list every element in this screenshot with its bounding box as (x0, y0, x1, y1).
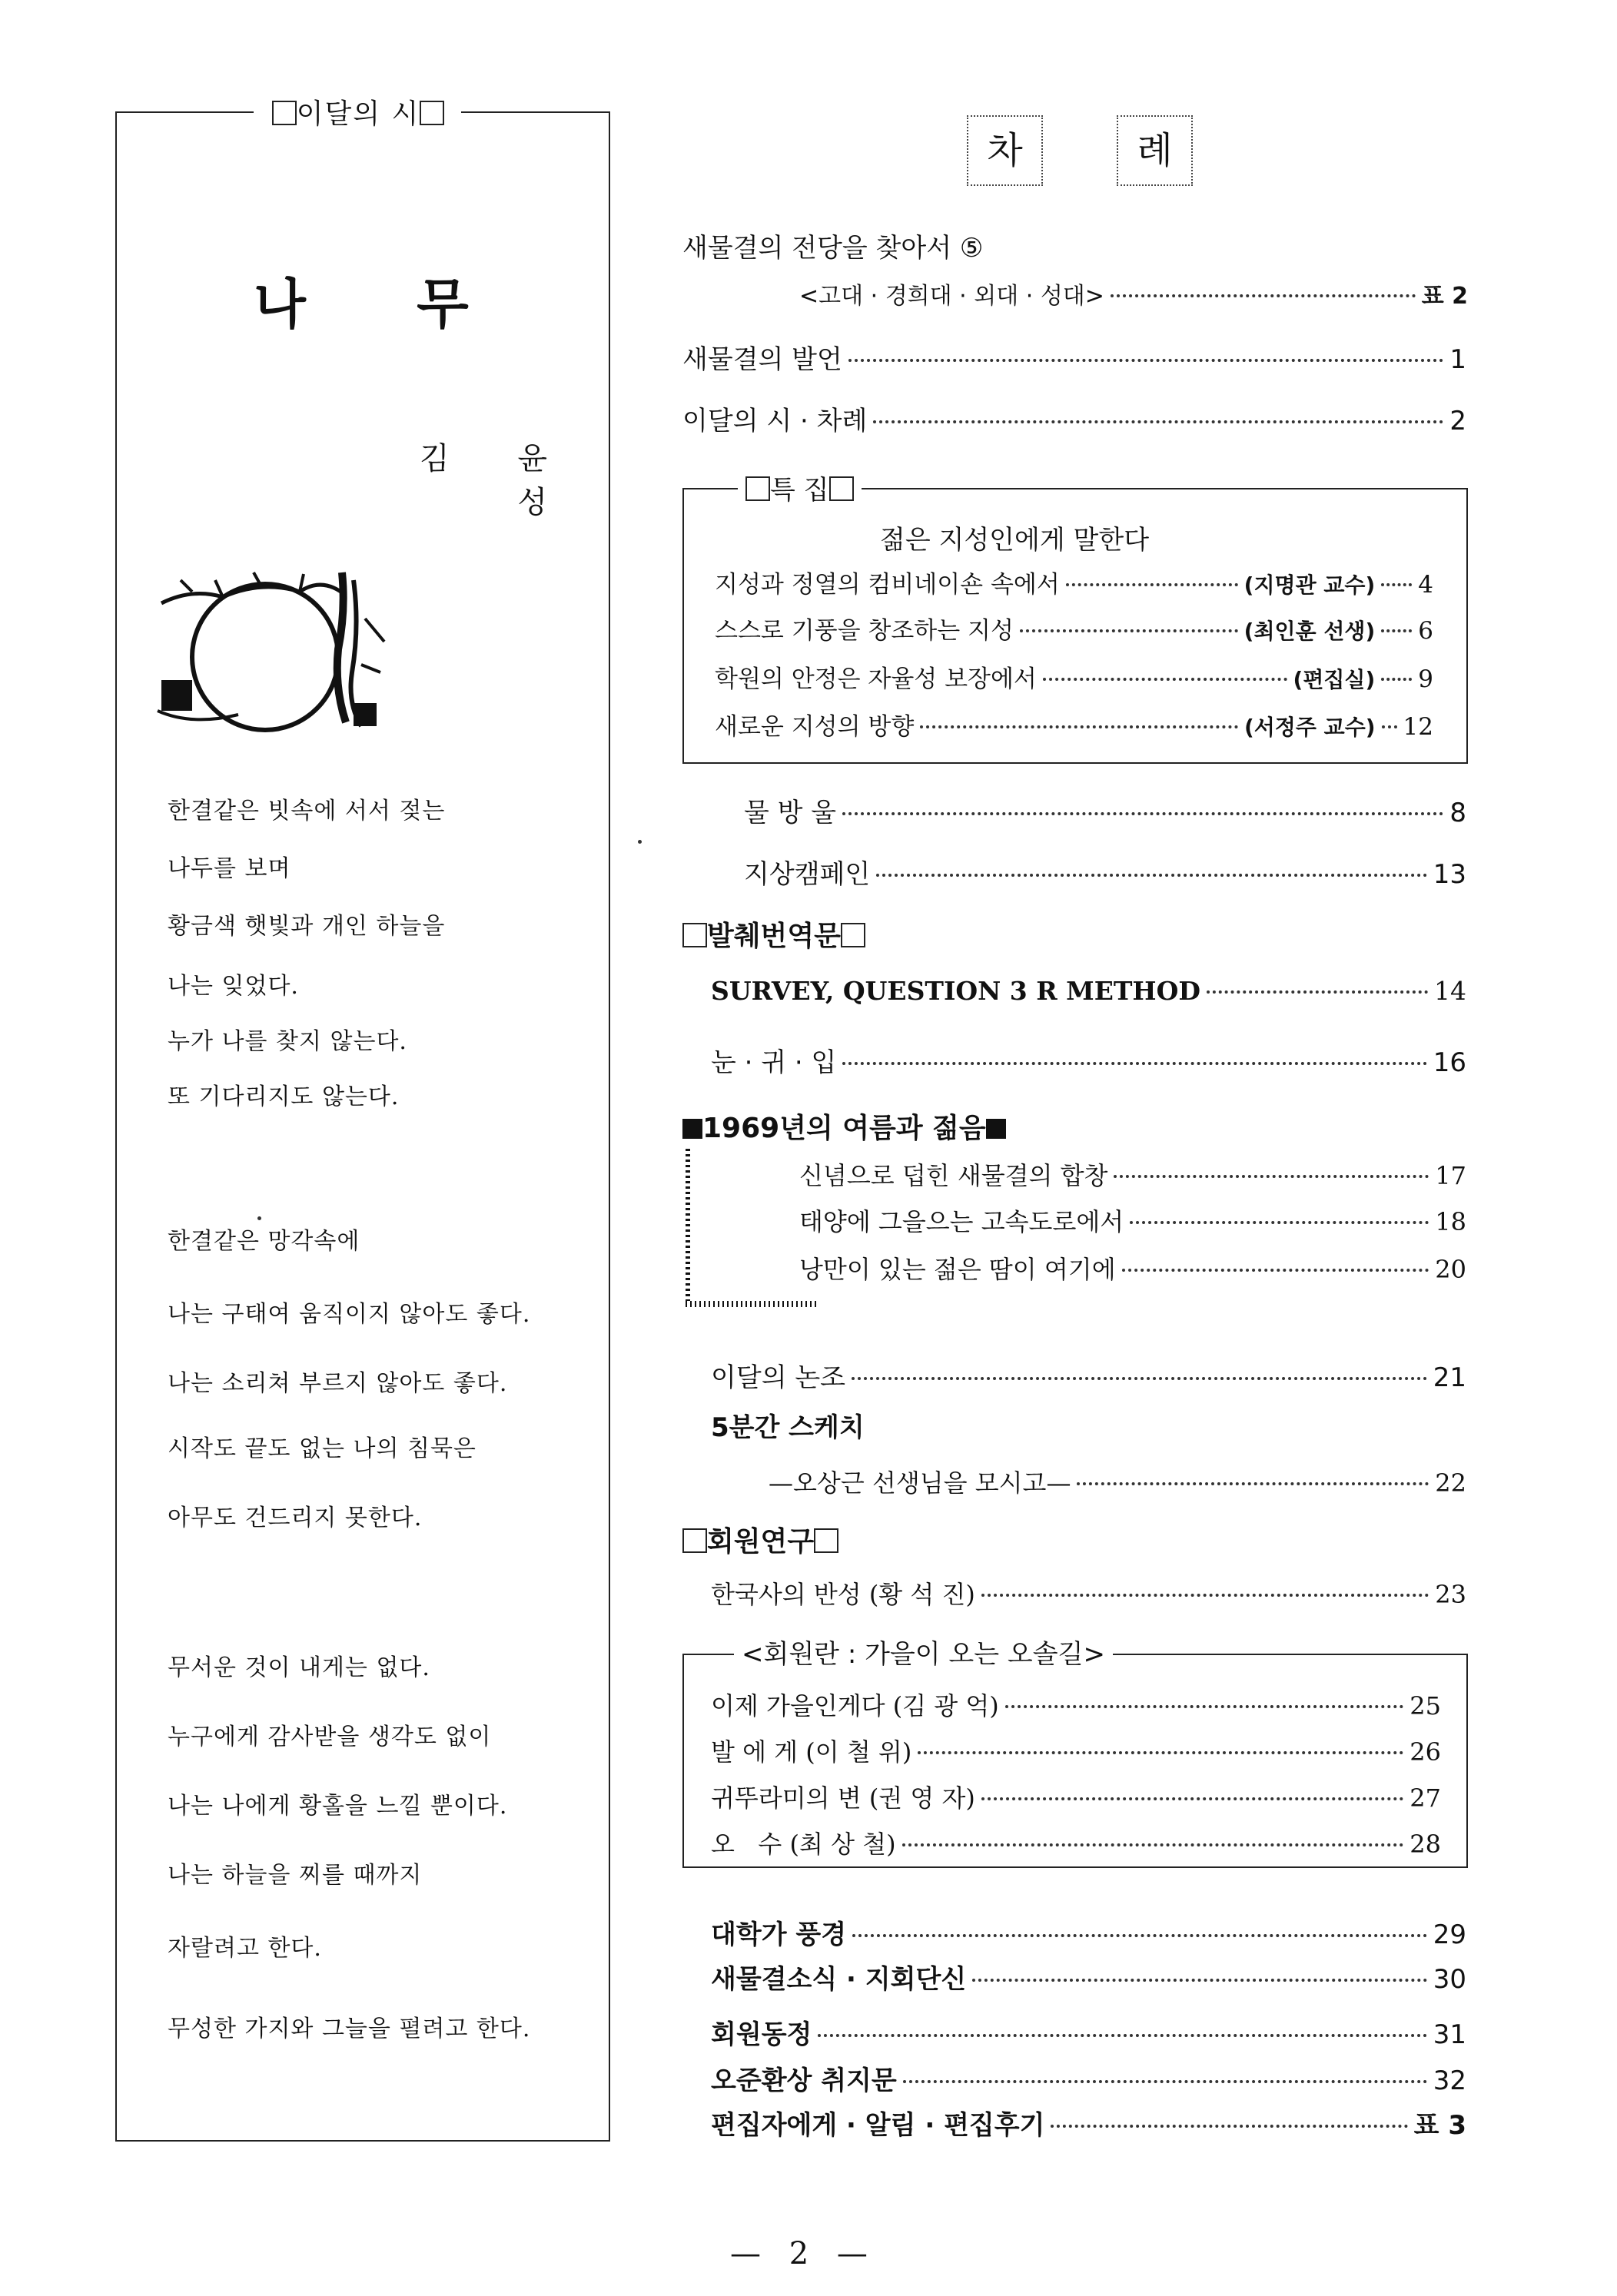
leader-dots (1111, 294, 1416, 297)
box-marker-icon (829, 476, 854, 501)
toc-entry-page: 8 (1449, 798, 1466, 828)
research-section-label: 회원연구 (707, 1526, 815, 1558)
leader-dots (920, 725, 1238, 728)
translation-section-head (682, 914, 865, 954)
leader-dots (1020, 629, 1238, 632)
leader-dots (873, 420, 1443, 423)
toc-title-char: 차 (967, 115, 1043, 186)
leader-dots (1066, 583, 1238, 586)
toc-entry[interactable] (711, 976, 1466, 1006)
toc-entry[interactable] (711, 2013, 1466, 2051)
toc-entry[interactable] (799, 1156, 1466, 1192)
box-marker-icon (814, 1528, 838, 1553)
leader-dots (1114, 1175, 1429, 1178)
toc-entry[interactable] (715, 707, 1433, 742)
toc-entry-title: 5분간 스케치 (711, 1412, 865, 1443)
toc-entry-title: 지성과 정열의 컴비네이숀 속에서 (715, 571, 1060, 599)
toc-entry-page: 28 (1409, 1830, 1441, 1859)
leader-dots (903, 2080, 1427, 2083)
toc-title (967, 115, 1197, 184)
poem-line: 누가 나를 찾지 않는다. (168, 1028, 407, 1055)
toc-entry-author: (편집실) (1293, 667, 1376, 692)
toc-entry-title: 회원동정 (711, 2019, 812, 2050)
filled-box-marker-icon (986, 1119, 1006, 1139)
poem-line: 나는 나에게 황홀을 느낄 뿐이다. (168, 1793, 508, 1820)
toc-entry-page: 6 (1418, 617, 1433, 645)
toc-entry[interactable] (799, 1250, 1466, 1286)
leader-dots (818, 2034, 1426, 2037)
leader-dots (1005, 1705, 1404, 1708)
toc-entry[interactable] (744, 853, 1466, 891)
toc-entry-page: 27 (1409, 1783, 1441, 1813)
ink-speck (257, 1216, 261, 1220)
toc-entry-title: 신념으로 덥힌 새물결의 합창 (799, 1161, 1108, 1190)
poem-title: 나 무 (254, 273, 469, 336)
leader-dots (876, 874, 1427, 877)
box-marker-icon (682, 923, 707, 947)
leader-dots (1381, 583, 1412, 586)
toc-entry-page: 26 (1409, 1737, 1441, 1767)
toc-entry-title: <고대 · 경희대 · 외대 · 성대> (799, 283, 1104, 310)
members-label: <회원란 : 가을이 오는 오솔길> (734, 1633, 1113, 1671)
toc-entry[interactable] (711, 1687, 1441, 1722)
toc-entry-page: 13 (1433, 859, 1466, 890)
moon-tree-illustration-icon (146, 549, 446, 742)
toc-entry-title: 한국사의 반성 (황 석 진) (711, 1580, 975, 1609)
toc-entry[interactable] (769, 1464, 1466, 1499)
leader-dots (1130, 1221, 1429, 1224)
toc-entry-page: 22 (1435, 1468, 1466, 1498)
poem-line: 나는 소리쳐 부르지 않아도 좋다. (168, 1370, 508, 1397)
leader-dots (842, 1062, 1426, 1065)
toc-entry-page: 1 (1449, 344, 1466, 375)
toc-entry-page: 14 (1434, 976, 1466, 1006)
box-marker-icon (745, 476, 770, 501)
toc-entry-author: (서정주 교수) (1243, 715, 1376, 740)
toc-title-char: 례 (1117, 115, 1193, 186)
toc-entry[interactable] (711, 1958, 1466, 1996)
poem-line: 나는 잊었다. (168, 973, 299, 1000)
toc-entry-page: 29 (1433, 1919, 1466, 1950)
poem-line: 누구에게 감사받을 생각도 없이 (168, 1724, 492, 1750)
toc-entry-title: 편집자에게 · 알림 · 편집후기 (711, 2110, 1045, 2141)
toc-entry[interactable] (682, 227, 1466, 264)
toc-entry-page: 16 (1433, 1047, 1466, 1078)
leader-dots (918, 1751, 1403, 1754)
toc-entry[interactable] (682, 400, 1466, 437)
toc-entry-title: 눈 · 귀 · 입 (711, 1047, 837, 1078)
page-number: — 2 — (730, 2236, 877, 2271)
leader-dots (1122, 1269, 1429, 1272)
toc-entry-title: 낭만이 있는 젊은 땀이 여기에 (799, 1255, 1116, 1284)
leader-dots (1077, 1482, 1429, 1485)
box-marker-icon (841, 923, 865, 947)
leader-dots (842, 812, 1443, 815)
toc-entry-page: 4 (1418, 571, 1433, 599)
hatched-bracket (686, 1149, 690, 1302)
poem-panel-label: 이달의 시 (296, 98, 420, 130)
toc-entry[interactable] (715, 611, 1433, 645)
box-marker-icon (272, 101, 297, 125)
toc-entry-title: 이달의 시 · 차례 (682, 406, 868, 436)
poem-line: 무서운 것이 내게는 없다. (168, 1654, 430, 1681)
poem-line: 나는 하늘을 찌를 때까지 (168, 1862, 423, 1889)
toc-entry[interactable] (711, 1779, 1441, 1814)
toc-entry-page: 25 (1409, 1691, 1441, 1720)
toc-entry-page: 23 (1435, 1580, 1466, 1609)
translation-section-label: 발췌번역문 (707, 921, 841, 952)
toc-entry[interactable] (711, 1913, 1466, 1951)
leader-dots (981, 1594, 1429, 1597)
toc-entry-page: 표 2 (1421, 283, 1468, 310)
toc-entry-page: 2 (1449, 406, 1466, 436)
toc-entry-page: 21 (1433, 1362, 1466, 1393)
toc-entry-title: 이제 가을인게다 (김 광 억) (711, 1691, 999, 1720)
poem-line: 자랄려고 한다. (168, 1935, 322, 1962)
toc-entry[interactable] (715, 659, 1433, 694)
poem-line: 무성한 가지와 그늘을 펼려고 한다. (168, 2016, 531, 2042)
poem-line: 나두를 보며 (168, 855, 291, 882)
toc-entry[interactable] (711, 1041, 1466, 1079)
toc-entry-page: 30 (1433, 1964, 1466, 1995)
leader-dots (972, 1979, 1427, 1982)
toc-entry[interactable] (744, 791, 1466, 829)
leader-dots (981, 1797, 1403, 1800)
toc-entry-title: 발 에 게 (이 철 위) (711, 1737, 912, 1767)
toc-entry-page: 표 3 (1413, 2110, 1466, 2141)
leader-dots (848, 359, 1443, 362)
leader-dots (1207, 990, 1428, 994)
toc-entry-title: 태양에 그을으는 고속도로에서 (799, 1207, 1124, 1236)
toc-entry-author: (지명관 교수) (1243, 572, 1376, 598)
toc-entry-title: 대학가 풍경 (711, 1919, 847, 1950)
toc-entry-title: —오상근 선생님을 모시고— (769, 1468, 1071, 1498)
toc-entry-page: 9 (1418, 665, 1433, 693)
toc-entry-page: 20 (1435, 1255, 1466, 1284)
toc-entry[interactable] (711, 1825, 1441, 1860)
toc-entry[interactable] (799, 1203, 1466, 1238)
poem-author: 김 윤 성 (420, 441, 576, 520)
poem-line: 또 기다리지도 않는다. (168, 1083, 400, 1110)
summer-section-head (682, 1107, 1006, 1146)
leader-dots (852, 1377, 1427, 1380)
toc-entry[interactable] (711, 1733, 1441, 1768)
toc-entry-title: 학원의 안정은 자율성 보장에서 (715, 665, 1037, 693)
toc-entry-title: 지상캠페인 (744, 859, 871, 890)
leader-dots (902, 1843, 1404, 1846)
toc-entry-title: SURVEY, QUESTION 3 R METHOD (711, 976, 1200, 1006)
poem-line: 나는 구태여 움직이지 않아도 좋다. (168, 1301, 531, 1328)
toc-entry[interactable] (715, 565, 1433, 599)
toc-entry-title: 물 방 울 (744, 798, 837, 828)
toc-entry-title: 오준환상 취지문 (711, 2065, 897, 2096)
toc-entry[interactable] (711, 1575, 1466, 1611)
poem-panel (115, 111, 610, 2142)
poem-line: 한결같은 빗속에 서서 젖는 (168, 798, 446, 825)
toc-entry[interactable] (799, 277, 1468, 310)
research-section-head (682, 1520, 838, 1559)
toc-entry-title: 오 수 (최 상 철) (711, 1830, 896, 1859)
toc-entry-title: 스스로 기풍을 창조하는 지성 (715, 617, 1014, 645)
toc-entry-page: 17 (1435, 1161, 1466, 1190)
box-marker-icon (420, 101, 444, 125)
box-marker-icon (682, 1528, 707, 1553)
hatched-bracket-foot (686, 1301, 816, 1307)
toc-entry-title: 새로운 지성의 방향 (715, 713, 915, 741)
toc-entry[interactable] (682, 338, 1466, 376)
leader-dots (1382, 725, 1397, 728)
leader-dots (1381, 678, 1412, 681)
special-feature-label-text: 특 집 (770, 475, 829, 506)
summer-section-label: 1969년의 여름과 젊음 (702, 1113, 986, 1144)
toc-entry-page: 18 (1435, 1207, 1466, 1236)
filled-box-marker-icon (682, 1119, 702, 1139)
toc-entry-title: 새물결의 발언 (682, 344, 842, 375)
leader-dots (1051, 2125, 1407, 2128)
toc-entry[interactable] (711, 2059, 1466, 2097)
poem-line: 황금색 햇빛과 개인 하늘을 (168, 913, 446, 940)
leader-dots (1043, 678, 1287, 681)
toc-entry-page: 12 (1403, 713, 1433, 741)
toc-entry[interactable] (711, 2104, 1466, 2142)
poem-panel-header (257, 92, 459, 131)
poem-line: 한결같은 망각속에 (168, 1228, 360, 1255)
poem-line: 시작도 끝도 없는 나의 침묵은 (168, 1435, 476, 1462)
special-feature-subtitle (880, 519, 1149, 556)
toc-entry-author: (최인훈 선생) (1243, 619, 1376, 644)
toc-entry-title: 귀뚜라미의 변 (권 영 자) (711, 1783, 975, 1813)
toc-entry-title: 새물결소식 · 지회단신 (711, 1964, 967, 1995)
toc-entry-title: 새물결의 전당을 찾아서 ⑤ (682, 233, 984, 264)
toc-entry-page: 32 (1433, 2065, 1466, 2096)
special-feature-subtitle-text: 젊은 지성인에게 말한다 (880, 525, 1150, 556)
toc-entry-page: 31 (1433, 2019, 1466, 2050)
poem-line: 아무도 건드리지 못한다. (168, 1505, 423, 1531)
special-feature-label (738, 469, 862, 506)
leader-dots (852, 1934, 1427, 1937)
toc-entry-title: 이달의 논조 (711, 1362, 846, 1393)
leader-dots (1381, 629, 1412, 632)
toc-entry[interactable] (711, 1406, 865, 1444)
ink-speck (638, 840, 642, 844)
toc-entry[interactable] (711, 1356, 1466, 1394)
